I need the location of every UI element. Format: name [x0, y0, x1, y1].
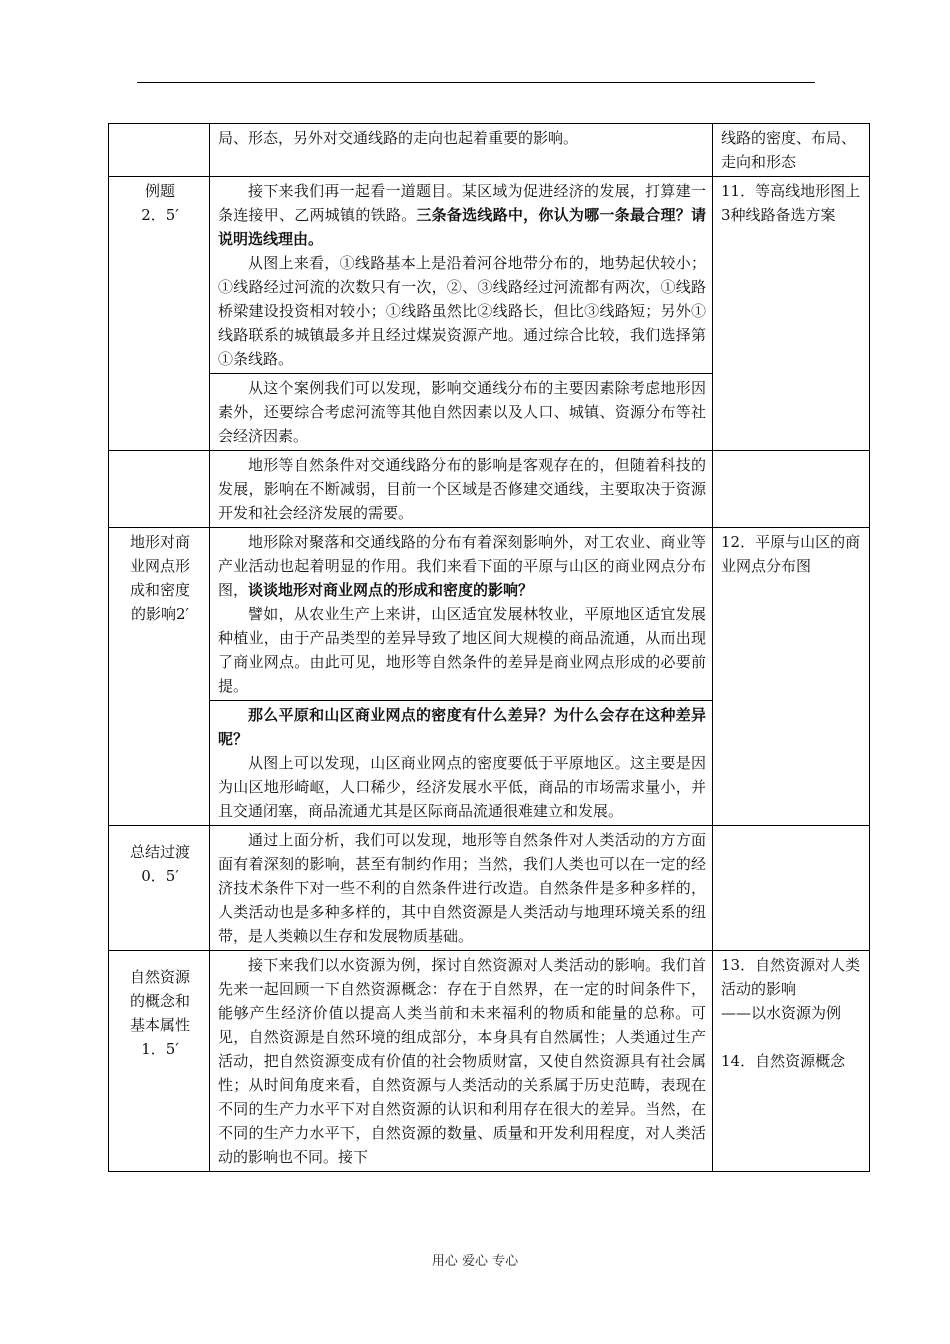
- media-note-cell-empty: [713, 826, 870, 951]
- stage-cell-summary: [109, 826, 210, 951]
- table-row: [109, 528, 870, 701]
- stage-time: 2．5′: [141, 206, 179, 224]
- media-note-cell: 11．等高线地形图上3种线路备选方案: [713, 177, 870, 451]
- paragraph: 接下来我们以水资源为例，探讨自然资源对人类活动的影响。我们首先来一起回顾一下自然资源概念：存在于自然界，在一定的时间条件下，能够产生经济价值以提高人类当前和未来福利的物质和能量的总称。可见，自然资源是自然环境的组成部分，本身具有自然属性；人类通过生产活动，把自然资源变成有价值的社会物质财富，又使自然资源具有社会属性；从时间角度来看，自然资源与人类活动的关系属于历史范畴，表现在不同的生产力水平下对自然资源的认识和利用存在很大的差异。当然，在不同的生产力水平下，自然资源的数量、质量和开发利用程度，对人类活动的影响也不同。接下: [218, 956, 706, 1166]
- stage-label: 总结过渡: [129, 843, 190, 861]
- content-cell: [210, 451, 713, 528]
- stage-cell-example: [109, 177, 210, 451]
- question-text: 谈谈地形对商业网点的形成和密度的影响？: [248, 581, 534, 599]
- stage-time: 1．5′: [141, 1040, 179, 1058]
- paragraph: 局、形态，另外对交通线路的走向也起着重要的影响。: [218, 129, 579, 147]
- content-cell: [210, 701, 713, 826]
- paragraph: 通过上面分析，我们可以发现，地形等自然条件对人类活动的方方面面有着深刻的影响，甚至有制约作用；当然，我们人类也可以在一定的经济技术条件下对一些不利的自然条件进行改造。自然条件是多种多样的，人类活动也是多种多样的，其中自然资源是人类活动与地理环境关系的纽带，是人类赖以生存和发展物质基础。: [218, 831, 706, 945]
- stage-label: 基本属性: [129, 1016, 190, 1034]
- media-note-cell: [713, 951, 870, 1172]
- question-text: 三条备选线路中，你认为哪一条最合理？请说明选线理由。: [218, 206, 706, 248]
- content-cell: [210, 124, 713, 177]
- media-note-cell-empty: [713, 451, 870, 528]
- stage-label: 的影响2′: [131, 605, 189, 623]
- content-cell: [210, 826, 713, 951]
- media-note-cell: 线路的密度、布局、走向和形态: [713, 124, 870, 177]
- stage-time: 0．5′: [141, 867, 179, 885]
- paragraph: 从图上可以发现，山区商业网点的密度要低于平原地区。这主要是因为山区地形崎岖，人口稀少，经济发展水平低，商品的市场需求量小，并且交通闭塞，商品流通尤其是区际商品流通很难建立和发展。: [218, 754, 706, 820]
- media-note-line: 14．自然资源概念: [721, 1052, 846, 1070]
- paragraph: [218, 179, 706, 251]
- table-row: [109, 451, 870, 528]
- paragraph: 从图上来看，①线路基本上是沿着河谷地带分布的，地势起伏较小；①线路经过河流的次数只有一次，②、③线路经过河流都有两次，①线路桥梁建设投资相对较小；①线路虽然比②线路长，但比③线路短；另外①线路联系的城镇最多并且经过煤炭资源产地。通过综合比较，我们选择第①条线路。: [218, 254, 706, 368]
- content-cell: [210, 374, 713, 451]
- spacer: [721, 1025, 863, 1049]
- table-row: [109, 177, 870, 374]
- stage-cell-commerce: [109, 528, 210, 826]
- table-row: [109, 951, 870, 1172]
- paragraph-text: 接下来我们再一起看一道题目。某区域为促进经济的发展，打算建一条连接甲、乙两城镇的铁路。: [218, 182, 706, 224]
- paragraph: [218, 530, 706, 602]
- stage-label: 自然资源: [129, 968, 190, 986]
- paragraph: 譬如，从农业生产上来讲，山区适宜发展林牧业，平原地区适宜发展种植业，由于产品类型的差异导致了地区间大规模的商品流通，从而出现了商业网点。由此可见，地形等自然条件的差异是商业网点形成的必要前提。: [218, 605, 706, 695]
- paragraph: [218, 703, 706, 751]
- stage-label: 成和密度: [129, 581, 190, 599]
- media-note-line: 13．自然资源对人类活动的影响: [721, 956, 861, 998]
- lesson-plan-table: [108, 123, 870, 1172]
- stage-label: 地形对商: [129, 533, 190, 551]
- stage-label: 例题: [144, 182, 175, 200]
- content-cell: [210, 528, 713, 701]
- stage-cell-empty: [109, 451, 210, 528]
- paragraph: 地形等自然条件对交通线路分布的影响是客观存在的，但随着科技的发展，影响在不断减弱，目前一个区域是否修建交通线，主要取决于资源开发和社会经济发展的需要。: [218, 456, 706, 522]
- stage-label: 的概念和: [129, 992, 190, 1010]
- stage-cell-empty: [109, 124, 210, 177]
- content-cell: [210, 951, 713, 1172]
- table-row: [109, 826, 870, 951]
- paragraph: 从这个案例我们可以发现，影响交通线分布的主要因素除考虑地形因素外，还要综合考虑河流等其他自然因素以及人口、城镇、资源分布等社会经济因素。: [218, 379, 706, 445]
- media-note-line: ——以水资源为例: [721, 1004, 842, 1022]
- content-cell: [210, 177, 713, 374]
- page-footer: 用心 爱心 专心: [431, 1254, 519, 1269]
- stage-label: 业网点形: [129, 557, 190, 575]
- header-rule: [137, 82, 815, 83]
- media-note-cell: 12．平原与山区的商业网点分布图: [713, 528, 870, 826]
- paragraph-text: 地形除对聚落和交通线路的分布有着深刻影响外，对工农业、商业等产业活动也起着明显的作用。我们来看下面的平原与山区的商业网点分布图，: [218, 533, 706, 599]
- table-row: [109, 124, 870, 177]
- stage-cell-resources: [109, 951, 210, 1172]
- question-text: 那么平原和山区商业网点的密度有什么差异？为什么会存在这种差异呢？: [218, 706, 706, 748]
